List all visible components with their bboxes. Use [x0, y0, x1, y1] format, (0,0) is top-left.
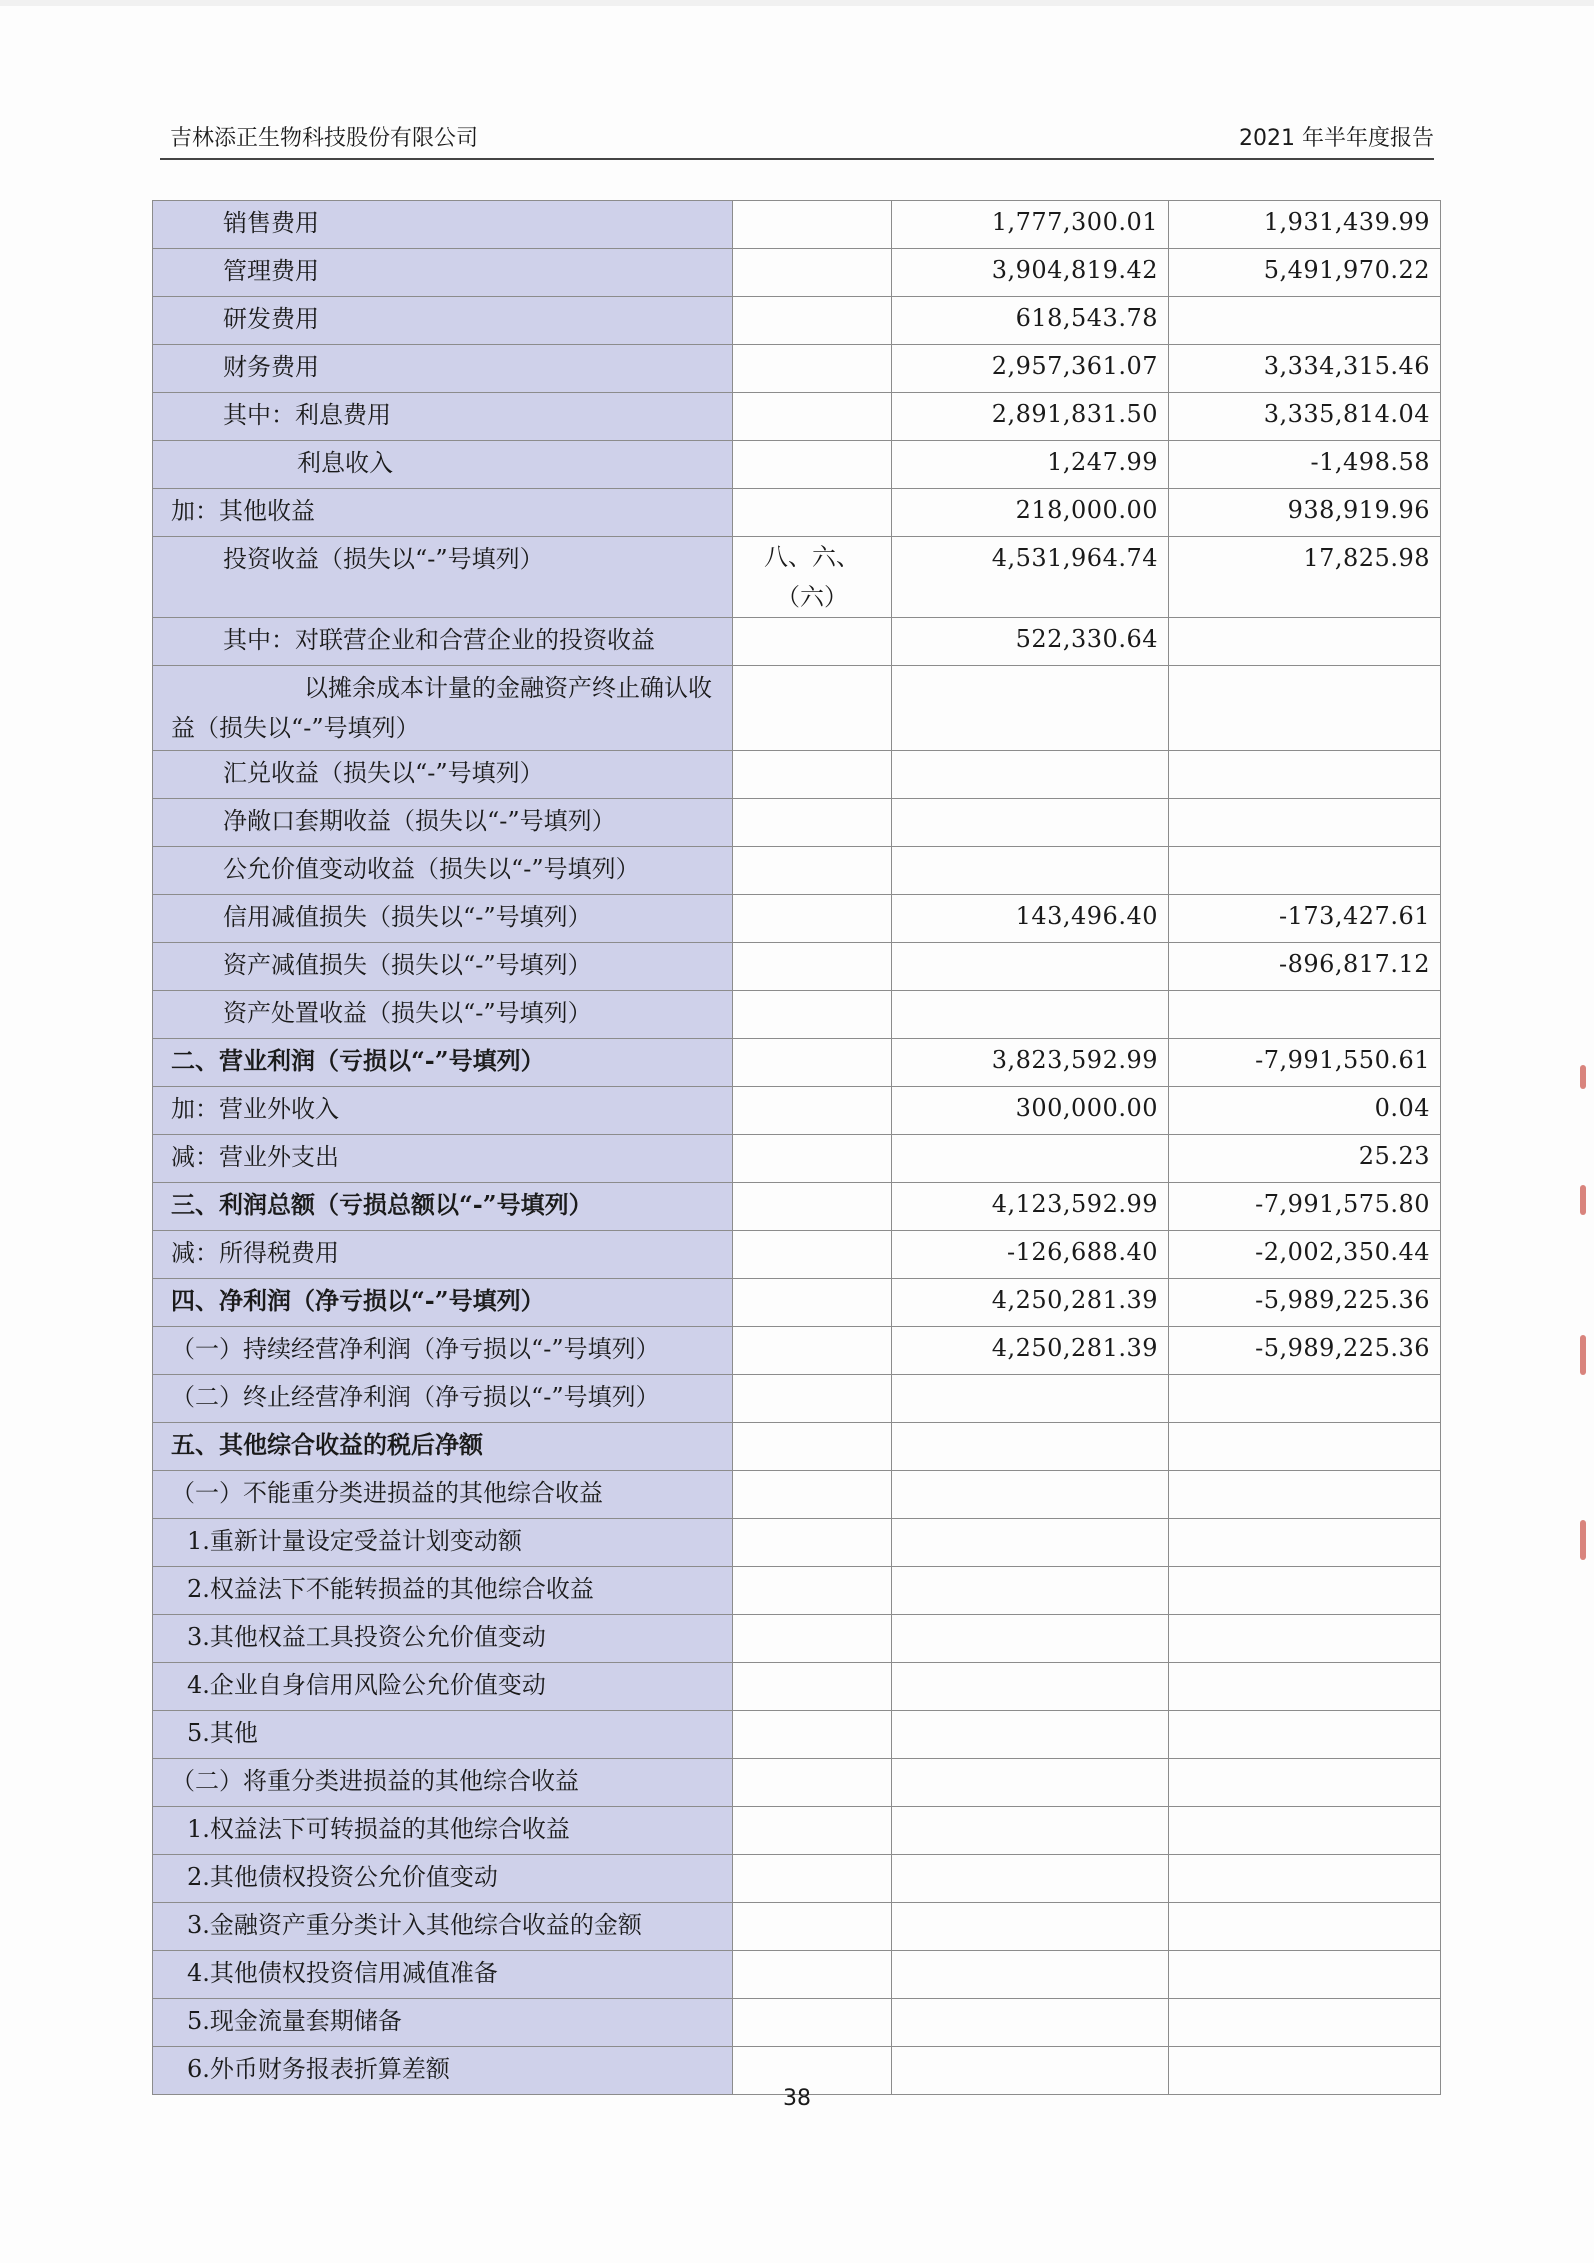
row-label: 销售费用 — [153, 201, 733, 249]
row-label: 四、净利润（净亏损以“-”号填列） — [153, 1279, 733, 1327]
row-note — [733, 345, 892, 393]
table-row — [153, 1231, 1441, 1279]
row-prior-amount — [1169, 618, 1441, 666]
table-row — [153, 799, 1441, 847]
row-prior-amount — [1169, 297, 1441, 345]
row-prior-amount: 938,919.96 — [1169, 489, 1441, 537]
row-current-amount — [892, 1855, 1169, 1903]
row-note — [733, 1039, 892, 1087]
table-row — [153, 1327, 1441, 1375]
row-current-amount — [892, 1663, 1169, 1711]
row-current-amount: 2,957,361.07 — [892, 345, 1169, 393]
row-note — [733, 297, 892, 345]
row-prior-amount — [1169, 1375, 1441, 1423]
row-current-amount: 1,247.99 — [892, 441, 1169, 489]
row-prior-amount — [1169, 1471, 1441, 1519]
row-prior-amount: 25.23 — [1169, 1135, 1441, 1183]
row-prior-amount — [1169, 1951, 1441, 1999]
row-note — [733, 1087, 892, 1135]
row-prior-amount — [1169, 1615, 1441, 1663]
row-label: （一）持续经营净利润（净亏损以“-”号填列） — [153, 1327, 733, 1375]
row-prior-amount: -7,991,550.61 — [1169, 1039, 1441, 1087]
row-label: 以摊余成本计量的金融资产终止确认收益（损失以“-”号填列） — [153, 666, 733, 751]
row-prior-amount — [1169, 1999, 1441, 2047]
row-current-amount: 4,250,281.39 — [892, 1327, 1169, 1375]
row-label: 5.现金流量套期储备 — [153, 1999, 733, 2047]
row-current-amount — [892, 1135, 1169, 1183]
row-prior-amount: -5,989,225.36 — [1169, 1327, 1441, 1375]
row-prior-amount — [1169, 1567, 1441, 1615]
row-current-amount — [892, 943, 1169, 991]
row-current-amount — [892, 666, 1169, 751]
row-current-amount — [892, 1471, 1169, 1519]
table-row — [153, 991, 1441, 1039]
row-prior-amount: 3,335,814.04 — [1169, 393, 1441, 441]
row-label: 公允价值变动收益（损失以“-”号填列） — [153, 847, 733, 895]
row-label: （二）终止经营净利润（净亏损以“-”号填列） — [153, 1375, 733, 1423]
page-header — [160, 118, 1434, 160]
row-note — [733, 1135, 892, 1183]
table-row — [153, 943, 1441, 991]
table-row — [153, 345, 1441, 393]
row-label: （二）将重分类进损益的其他综合收益 — [153, 1759, 733, 1807]
table-row — [153, 1039, 1441, 1087]
row-current-amount — [892, 1903, 1169, 1951]
scan-edge-mark — [1580, 1335, 1586, 1375]
row-current-amount — [892, 799, 1169, 847]
row-label: 三、利润总额（亏损总额以“-”号填列） — [153, 1183, 733, 1231]
row-current-amount: 522,330.64 — [892, 618, 1169, 666]
row-note — [733, 751, 892, 799]
row-label: 1.权益法下可转损益的其他综合收益 — [153, 1807, 733, 1855]
row-current-amount — [892, 1567, 1169, 1615]
table-row — [153, 1519, 1441, 1567]
row-prior-amount — [1169, 1855, 1441, 1903]
row-current-amount — [892, 1999, 1169, 2047]
row-note — [733, 1759, 892, 1807]
row-label: 净敞口套期收益（损失以“-”号填列） — [153, 799, 733, 847]
table-row — [153, 1663, 1441, 1711]
row-prior-amount: -5,989,225.36 — [1169, 1279, 1441, 1327]
row-label: 加：其他收益 — [153, 489, 733, 537]
row-prior-amount — [1169, 1711, 1441, 1759]
row-note — [733, 1423, 892, 1471]
row-label: 利息收入 — [153, 441, 733, 489]
row-note — [733, 1327, 892, 1375]
row-label: 五、其他综合收益的税后净额 — [153, 1423, 733, 1471]
row-label: 研发费用 — [153, 297, 733, 345]
row-note — [733, 799, 892, 847]
row-label: 3.金融资产重分类计入其他综合收益的金额 — [153, 1903, 733, 1951]
row-note — [733, 1951, 892, 1999]
row-current-amount: 1,777,300.01 — [892, 201, 1169, 249]
table-row — [153, 1471, 1441, 1519]
row-label: 减：营业外支出 — [153, 1135, 733, 1183]
table-row — [153, 618, 1441, 666]
row-current-amount: 3,904,819.42 — [892, 249, 1169, 297]
row-label: 5.其他 — [153, 1711, 733, 1759]
row-prior-amount — [1169, 666, 1441, 751]
scan-edge-mark — [1580, 1520, 1586, 1560]
row-prior-amount: 5,491,970.22 — [1169, 249, 1441, 297]
row-note — [733, 847, 892, 895]
table-row — [153, 1903, 1441, 1951]
table-row — [153, 1183, 1441, 1231]
table-row — [153, 489, 1441, 537]
row-prior-amount — [1169, 1903, 1441, 1951]
row-current-amount: 300,000.00 — [892, 1087, 1169, 1135]
row-prior-amount — [1169, 1519, 1441, 1567]
row-note — [733, 1903, 892, 1951]
row-label: 投资收益（损失以“-”号填列） — [153, 537, 733, 618]
row-current-amount — [892, 1519, 1169, 1567]
row-prior-amount: -1,498.58 — [1169, 441, 1441, 489]
row-note — [733, 1471, 892, 1519]
row-note — [733, 201, 892, 249]
row-prior-amount: 1,931,439.99 — [1169, 201, 1441, 249]
row-label: 二、营业利润（亏损以“-”号填列） — [153, 1039, 733, 1087]
row-label: 资产处置收益（损失以“-”号填列） — [153, 991, 733, 1039]
row-label: 资产减值损失（损失以“-”号填列） — [153, 943, 733, 991]
table-row — [153, 201, 1441, 249]
row-note — [733, 1519, 892, 1567]
row-note — [733, 441, 892, 489]
row-current-amount — [892, 1807, 1169, 1855]
row-label: 管理费用 — [153, 249, 733, 297]
row-note — [733, 1279, 892, 1327]
table-row — [153, 1711, 1441, 1759]
table-row — [153, 1135, 1441, 1183]
row-prior-amount: -2,002,350.44 — [1169, 1231, 1441, 1279]
row-label: （一）不能重分类进损益的其他综合收益 — [153, 1471, 733, 1519]
table-row — [153, 537, 1441, 618]
row-label: 3.其他权益工具投资公允价值变动 — [153, 1615, 733, 1663]
row-note — [733, 393, 892, 441]
row-current-amount: 618,543.78 — [892, 297, 1169, 345]
report-title: 2021 年半年度报告 — [1239, 126, 1434, 151]
row-note — [733, 618, 892, 666]
table-row — [153, 666, 1441, 751]
row-label: 加：营业外收入 — [153, 1087, 733, 1135]
row-label: 2.权益法下不能转损益的其他综合收益 — [153, 1567, 733, 1615]
row-note — [733, 489, 892, 537]
row-label: 1.重新计量设定受益计划变动额 — [153, 1519, 733, 1567]
table-row — [153, 1807, 1441, 1855]
table-row — [153, 1999, 1441, 2047]
table-row — [153, 1279, 1441, 1327]
row-label: 信用减值损失（损失以“-”号填列） — [153, 895, 733, 943]
table-row — [153, 1375, 1441, 1423]
row-prior-amount: 0.04 — [1169, 1087, 1441, 1135]
row-prior-amount: -7,991,575.80 — [1169, 1183, 1441, 1231]
row-current-amount — [892, 1711, 1169, 1759]
row-current-amount: 4,123,592.99 — [892, 1183, 1169, 1231]
row-prior-amount — [1169, 1807, 1441, 1855]
table-row — [153, 895, 1441, 943]
row-current-amount — [892, 991, 1169, 1039]
row-note — [733, 1855, 892, 1903]
row-note — [733, 1183, 892, 1231]
row-note — [733, 1999, 892, 2047]
row-prior-amount — [1169, 1663, 1441, 1711]
row-note — [733, 991, 892, 1039]
row-note — [733, 1375, 892, 1423]
row-current-amount — [892, 847, 1169, 895]
row-label: 2.其他债权投资公允价值变动 — [153, 1855, 733, 1903]
row-note — [733, 1711, 892, 1759]
row-note — [733, 249, 892, 297]
row-prior-amount: -896,817.12 — [1169, 943, 1441, 991]
row-current-amount — [892, 1951, 1169, 1999]
row-current-amount: 4,250,281.39 — [892, 1279, 1169, 1327]
row-note — [733, 1663, 892, 1711]
table-row — [153, 1759, 1441, 1807]
page-top-edge — [0, 0, 1594, 6]
row-note — [733, 1807, 892, 1855]
row-prior-amount: 3,334,315.46 — [1169, 345, 1441, 393]
table-row — [153, 751, 1441, 799]
row-current-amount — [892, 751, 1169, 799]
table-row — [153, 1423, 1441, 1471]
scan-edge-mark — [1580, 1065, 1586, 1089]
row-note — [733, 666, 892, 751]
table-row — [153, 1855, 1441, 1903]
row-label: 汇兑收益（损失以“-”号填列） — [153, 751, 733, 799]
row-label: 其中：对联营企业和合营企业的投资收益 — [153, 618, 733, 666]
table-row — [153, 297, 1441, 345]
table-row — [153, 249, 1441, 297]
row-prior-amount — [1169, 991, 1441, 1039]
table-row — [153, 1615, 1441, 1663]
row-current-amount — [892, 1759, 1169, 1807]
row-note — [733, 943, 892, 991]
table-row — [153, 1087, 1441, 1135]
row-current-amount: 4,531,964.74 — [892, 537, 1169, 618]
row-label: 其中：利息费用 — [153, 393, 733, 441]
table-row — [153, 1567, 1441, 1615]
row-label: 4.其他债权投资信用减值准备 — [153, 1951, 733, 1999]
row-label: 财务费用 — [153, 345, 733, 393]
row-label: 6.外币财务报表折算差额 — [153, 2047, 733, 2095]
table-row — [153, 847, 1441, 895]
row-current-amount — [892, 1615, 1169, 1663]
row-prior-amount — [1169, 1759, 1441, 1807]
row-prior-amount: -173,427.61 — [1169, 895, 1441, 943]
row-prior-amount — [1169, 847, 1441, 895]
page-number: 38 — [783, 2086, 811, 2111]
income-statement-table — [152, 200, 1441, 2095]
row-note — [733, 1231, 892, 1279]
company-name: 吉林添正生物科技股份有限公司 — [170, 126, 479, 151]
scan-edge-mark — [1580, 1185, 1586, 1215]
row-current-amount: 3,823,592.99 — [892, 1039, 1169, 1087]
row-prior-amount — [1169, 751, 1441, 799]
row-prior-amount: 17,825.98 — [1169, 537, 1441, 618]
row-note — [733, 895, 892, 943]
row-prior-amount — [1169, 1423, 1441, 1471]
row-current-amount: 143,496.40 — [892, 895, 1169, 943]
row-current-amount: -126,688.40 — [892, 1231, 1169, 1279]
row-prior-amount — [1169, 799, 1441, 847]
row-current-amount: 218,000.00 — [892, 489, 1169, 537]
table-row — [153, 441, 1441, 489]
row-note — [733, 1615, 892, 1663]
row-current-amount: 2,891,831.50 — [892, 393, 1169, 441]
row-note — [733, 1567, 892, 1615]
table-row — [153, 393, 1441, 441]
row-label: 4.企业自身信用风险公允价值变动 — [153, 1663, 733, 1711]
row-note: 八、六、（六） — [733, 537, 892, 618]
row-current-amount — [892, 1375, 1169, 1423]
row-label: 减：所得税费用 — [153, 1231, 733, 1279]
table-row — [153, 1951, 1441, 1999]
row-current-amount — [892, 1423, 1169, 1471]
